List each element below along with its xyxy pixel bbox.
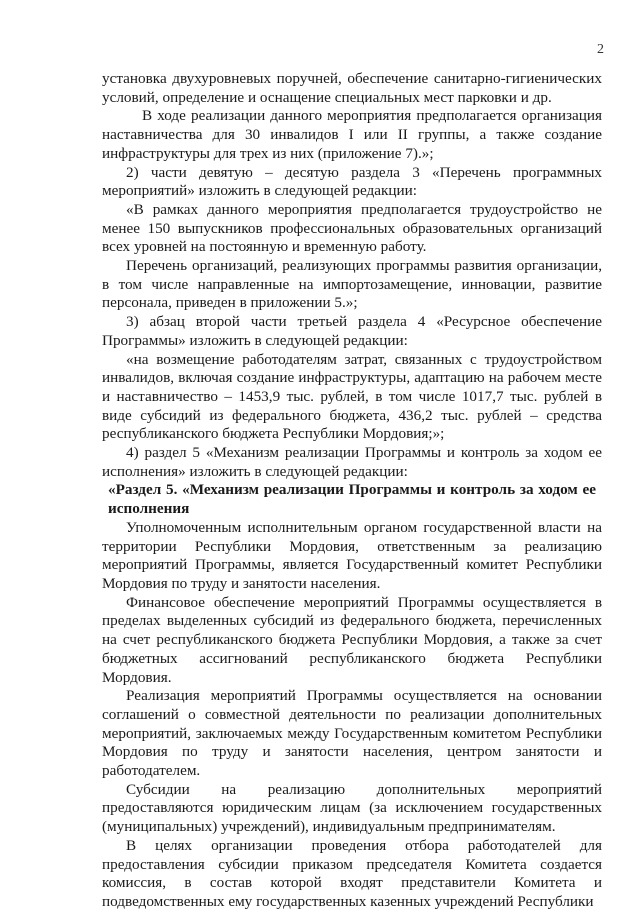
paragraph: В ходе реализации данного мероприятия предполагается организация наставничества для 30 инвалидов I или II группы, а также создание инфраструктуры для трех из них (приложение 7).»; xyxy=(102,107,602,162)
paragraph: Реализация мероприятий Программы осуществляется на основании соглашений о совместной деятельности по реализации дополнительных мероприятий, заключаемых между Государственным комитетом Республики Мордовия по труду и занятости населения, центром занятости и работодателем. xyxy=(102,687,602,780)
document-body xyxy=(102,70,602,912)
paragraph: Уполномоченным исполнительным органом государственной власти на территории Республики Мордовия, ответственным за реализацию мероприятий Программы, является Государственный комитет Республики Мордовия по труду и занятости населения. xyxy=(102,518,602,592)
paragraph: 3) абзац второй части третьей раздела 4 «Ресурсное обеспечение Программы» изложить в следующей редакции: xyxy=(102,313,602,349)
paragraph: 4) раздел 5 «Механизм реализации Программы и контроль за ходом ее исполнения» изложить в следующей редакции: xyxy=(102,444,602,480)
section-heading: «Раздел 5. «Механизм реализации Программы и контроль за ходом ее исполнения xyxy=(108,481,596,518)
paragraph: «на возмещение работодателям затрат, связанных с трудоустройством инвалидов, включая создание инфраструктуры, адаптацию на рабочем месте и наставничество – 1453,9 тыс. рублей, в том числе 1017,7 тыс. рублей в виде субсидий из федерального бюджета, 436,2 тыс. рублей – средства республиканского бюджета Республики Мордовия;»; xyxy=(102,350,602,443)
paragraph: Финансовое обеспечение мероприятий Программы осуществляется в пределах выделенных субсидий из федерального бюджета, перечисленных на счет республиканского бюджета Республики Мордовия, а также за счет бюджетных ассигнований республиканского бюджета Республики Мордовия. xyxy=(102,593,602,686)
paragraph: В целях организации проведения отбора работодателей для предоставления субсидии приказом председателя Комитета создается комиссия, в состав которой входят представители Комитета и подведомственных ему государственных казенных учреждений Республики xyxy=(102,836,602,910)
paragraph: 2) части девятую – десятую раздела 3 «Перечень программных мероприятий» изложить в следующей редакции: xyxy=(102,163,602,200)
paragraph: «В рамках данного мероприятия предполагается трудоустройство не менее 150 выпускников профессиональных образовательных организаций всех уровней на постоянную и временную работу. xyxy=(102,200,602,256)
paragraph: установка двухуровневых поручней, обеспечение санитарно-гигиенических условий, определение и оснащение специальных мест парковки и др. xyxy=(102,70,602,106)
paragraph: Субсидии на реализацию дополнительных мероприятий предоставляются юридическим лицам (за исключением государственных (муниципальных) учреждений), индивидуальным предпринимателям. xyxy=(102,780,602,836)
paragraph: Перечень организаций, реализующих программы развития организации, в том числе направленные на импортозамещение, инновации, развитие персонала, приведен в приложении 5.»; xyxy=(102,257,602,312)
page-number: 2 xyxy=(597,42,604,57)
